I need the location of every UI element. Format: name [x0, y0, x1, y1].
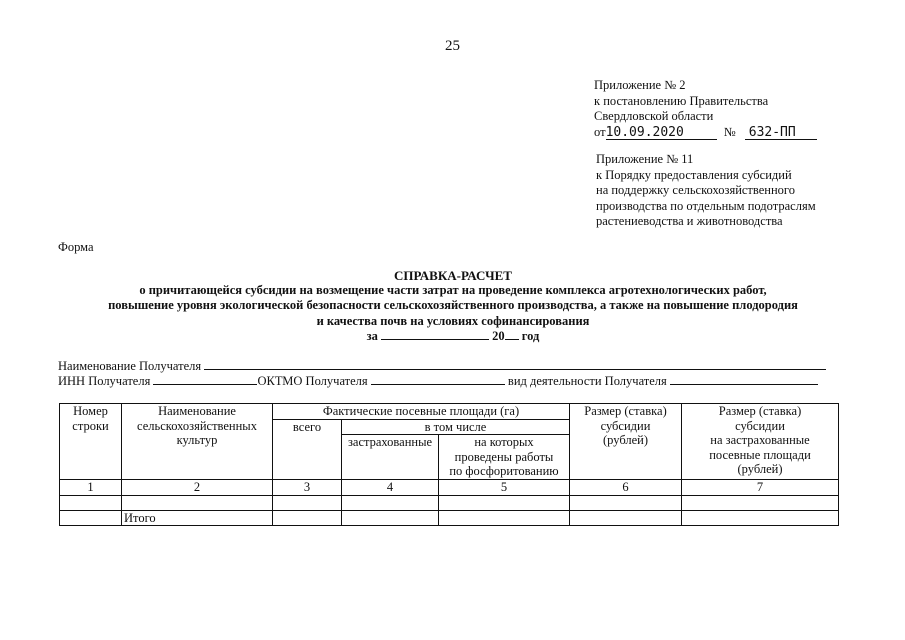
period-prefix: за: [366, 328, 378, 343]
table-cell[interactable]: [60, 495, 122, 510]
numbering-cell: 6: [570, 480, 682, 496]
table-cell[interactable]: [273, 495, 342, 510]
form-label: Форма: [58, 240, 94, 254]
inn-label: ИНН Получателя: [58, 374, 151, 388]
table-row: [60, 495, 839, 510]
table-cell[interactable]: [60, 510, 122, 526]
header-total: всего: [273, 419, 342, 480]
total-row: [60, 510, 839, 526]
header-phosphate: на которых проведены работы по фосфоритованию: [439, 435, 570, 480]
numbering-cell: 1: [60, 480, 122, 496]
heading-line2: повышение уровня экологической безопасности сельскохозяйственного производства, а также на повышение плодородия: [108, 298, 798, 313]
appendix-second-line5: растениеводства и животноводства: [596, 214, 783, 228]
period-blank[interactable]: [381, 339, 489, 340]
table-cell[interactable]: [570, 495, 682, 510]
activity-field[interactable]: [670, 384, 818, 385]
header-subsidy-rate-insured: Размер (ставка) субсидии на застрахованные посевные площади (рублей): [682, 404, 839, 480]
recipient-name-label: Наименование Получателя: [58, 359, 202, 373]
table-cell[interactable]: [682, 495, 839, 510]
appendix-second-line1: Приложение № 11: [596, 152, 694, 166]
header-insured: застрахованные: [342, 435, 439, 480]
header-subsidy-rate: Размер (ставка) субсидии (рублей): [570, 404, 682, 480]
appendix-top-line3: Свердловской области: [594, 109, 714, 123]
table-cell[interactable]: [122, 495, 273, 510]
header-row-number: Номер строки: [60, 404, 122, 480]
header-actual-areas: Фактические посевные площади (га): [273, 404, 570, 420]
header-crop-name: Наименование сельскохозяйственных культур: [122, 404, 273, 480]
table-cell[interactable]: [342, 510, 439, 526]
decree-date: 10.09.2020: [606, 126, 717, 140]
oktmo-field[interactable]: [371, 384, 505, 385]
number-prefix: №: [723, 124, 736, 139]
numbering-cell: 7: [682, 480, 839, 496]
inn-field[interactable]: [153, 384, 257, 385]
appendix-second-line3: на поддержку сельскохозяйственного: [596, 183, 795, 197]
numbering-row: [60, 480, 839, 496]
period-year-prefix: 20: [492, 328, 505, 343]
document-title: СПРАВКА-РАСЧЕТ: [394, 268, 512, 283]
year-blank[interactable]: [505, 339, 519, 340]
recipient-codes-row: [58, 374, 818, 389]
decree-number: 632-ПП: [745, 126, 817, 140]
table-cell[interactable]: [570, 510, 682, 526]
period-line: [40, 329, 866, 344]
appendix-second-line4: производства по отдельным подотраслям: [596, 198, 816, 213]
table-cell[interactable]: [682, 510, 839, 526]
period-suffix: год: [521, 328, 540, 343]
appendix-second-line2: к Порядку предоставления субсидий: [596, 167, 792, 182]
recipient-name-row: [58, 359, 826, 374]
total-label: Итого: [122, 510, 273, 526]
page-number: 25: [445, 38, 460, 54]
appendix-top-line1: Приложение № 2: [594, 78, 686, 92]
numbering-cell: 2: [122, 480, 273, 496]
table-cell[interactable]: [439, 510, 570, 526]
activity-label: вид деятельности Получателя: [507, 374, 667, 388]
appendix-top: [594, 78, 817, 140]
heading-line3: и качества почв на условиях софинансирования: [316, 313, 590, 328]
table-cell[interactable]: [439, 495, 570, 510]
appendix-second: [596, 152, 816, 230]
appendix-date-line: [594, 125, 817, 141]
numbering-cell: 5: [439, 480, 570, 496]
recipient-name-field[interactable]: [204, 369, 826, 370]
numbering-cell: 3: [273, 480, 342, 496]
heading-line1: о причитающейся субсидии на возмещение части затрат на проведение комплекса агротехнологических работ,: [139, 283, 767, 298]
oktmo-label: ОКТМО Получателя: [257, 374, 368, 388]
document-heading: [40, 268, 866, 344]
subsidy-table: [59, 403, 839, 526]
appendix-top-line2: к постановлению Правительства: [594, 93, 769, 108]
table-cell[interactable]: [342, 495, 439, 510]
header-including: в том числе: [342, 419, 570, 435]
numbering-cell: 4: [342, 480, 439, 496]
table-cell[interactable]: [273, 510, 342, 526]
date-prefix: от: [594, 124, 606, 139]
